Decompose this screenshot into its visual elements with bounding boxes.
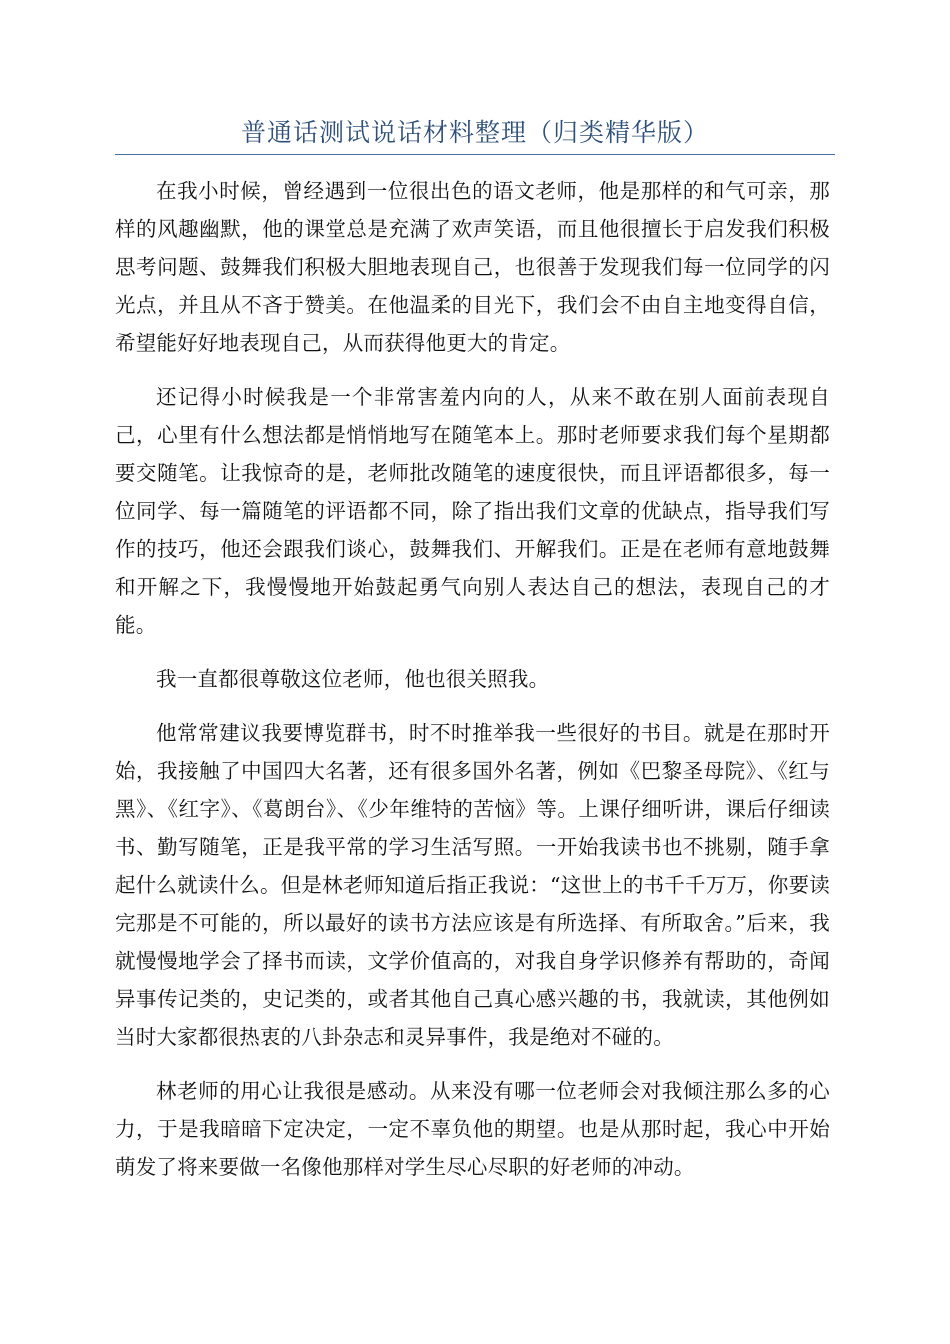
document-title: 普通话测试说话材料整理（归类精华版） [240, 118, 709, 147]
paragraph-2: 还记得小时候我是一个非常害羞内向的人，从来不敢在别人面前表现自己，心里有什么想法都是悄悄地写在随笔本上。那时老师要求我们每个星期都要交随笔。让我惊奇的是，老师批改随笔的速度很快，而且评语都很多，每一位同学、每一篇随笔的评语都不同，除了指出我们文章的优缺点，指导我们写作的技巧，他还会跟我们谈心，鼓舞我们、开解我们。正是在老师有意地鼓舞和开解之下，我慢慢地开始鼓起勇气向别人表达自己的想法，表现自己的才能。 [115, 385, 830, 637]
paragraph-4: 他常常建议我要博览群书，时不时推举我一些很好的书目。就是在那时开始，我接触了中国四大名著，还有很多国外名著，例如《巴黎圣母院》、《红与黑》、《红字》、《葛朗台》、《少年维特的苦恼》等。上课仔细听讲，课后仔细读书、勤写随笔，正是我平常的学习生活写照。一开始我读书也不挑剔，随手拿起什么就读什么。但是林老师知道后指正我说：“这世上的书千千万万，你要读完那是不可能的，所以最好的读书方法应该是有所选择、有所取舍。”后来，我就慢慢地学会了择书而读，文学价值高的，对我自身学识修养有帮助的，奇闻异事传记类的，史记类的，或者其他自己真心感兴趣的书，我就读，其他例如当时大家都很热衷的八卦杂志和灵异事件，我是绝对不碰的。 [115, 721, 830, 1049]
title-underline [115, 154, 835, 155]
paragraph-3: 我一直都很尊敬这位老师，他也很关照我。 [156, 667, 550, 691]
paragraph-5: 林老师的用心让我很是感动。从来没有哪一位老师会对我倾注那么多的心力，于是我暗暗下定决定，一定不辜负他的期望。也是从那时起，我心中开始萌发了将来要做一名像他那样对学生尽心尽职的好老师的冲动。 [115, 1079, 830, 1179]
paragraph-1: 在我小时候，曾经遇到一位很出色的语文老师，他是那样的和气可亲，那样的风趣幽默，他的课堂总是充满了欢声笑语，而且他很擅长于启发我们积极思考问题、鼓舞我们积极大胆地表现自己，也很善于发现我们每一位同学的闪光点，并且从不吝于赞美。在他温柔的目光下，我们会不由自主地变得自信，希望能好好地表现自己，从而获得他更大的肯定。 [115, 179, 830, 355]
document-body [115, 172, 830, 1202]
